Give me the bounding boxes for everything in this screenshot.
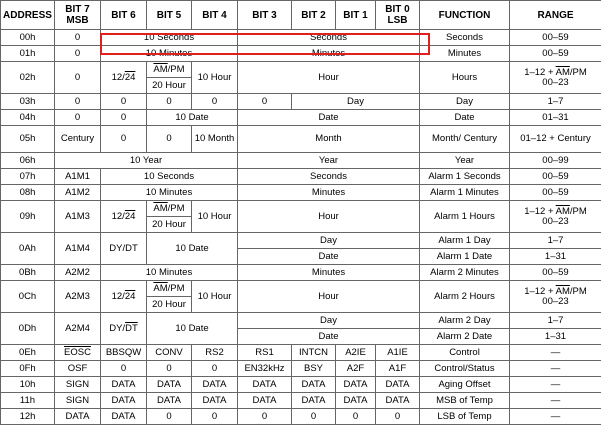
table-row [1, 153, 601, 169]
bit7-cell: A1M2 [55, 185, 101, 201]
range-cell [510, 201, 601, 233]
bit0-cell: DATA [376, 377, 420, 393]
range-pm-text: /PM [570, 286, 587, 297]
address-cell: 01h [1, 46, 55, 62]
range-am-overline: $\overline{AM}$ [556, 286, 570, 297]
function-cell: LSB of Temp [420, 409, 510, 425]
function-cell: Alarm 1 Seconds [420, 169, 510, 185]
range-cell: 00–99 [510, 153, 601, 169]
bit6-cell [101, 62, 147, 94]
range-cell [510, 62, 601, 94]
bit7-cell: DATA [55, 409, 101, 425]
address-cell: 11h [1, 393, 55, 409]
bit6-cell: 0 [101, 110, 147, 126]
range-pm-text: /PM [570, 206, 587, 217]
bit6-cell [101, 281, 147, 313]
header-bit5: BIT 5 [147, 1, 192, 30]
address-cell: 09h [1, 201, 55, 233]
bit2-cell: DATA [292, 393, 336, 409]
ampm-cell [147, 281, 192, 297]
table-row [1, 110, 601, 126]
table-row [1, 46, 601, 62]
lower-field-cell: Day [238, 233, 420, 249]
address-cell: 06h [1, 153, 55, 169]
pm-text: /PM [168, 203, 185, 214]
twenty-hour-cell: 20 Hour [147, 297, 192, 313]
range-cell: 00–59 [510, 46, 601, 62]
upper-field-cell: 10 Minutes [101, 265, 238, 281]
range-pm-text: /PM [570, 67, 587, 78]
upper-field-cell: 10 Seconds [101, 30, 238, 46]
bit7-cell: A1M3 [55, 201, 101, 233]
header-bit0 [376, 1, 420, 30]
lower-field-cell: Minutes [238, 46, 420, 62]
bit0-cell: 0 [376, 409, 420, 425]
function-cell: Alarm 2 Date [420, 329, 510, 345]
table-row [1, 126, 601, 153]
function-cell: Alarm 2 Day [420, 313, 510, 329]
range-cell: 00–59 [510, 169, 601, 185]
header-bit1: BIT 1 [336, 1, 376, 30]
range-cell [510, 281, 601, 313]
ampm-cell [147, 62, 192, 78]
mode-prefix: 12/ [112, 211, 125, 222]
header-row [1, 1, 601, 30]
range-24h: 00–23 [542, 77, 568, 88]
address-cell: 02h [1, 62, 55, 94]
range-cell: 1–7 [510, 94, 601, 110]
range-24h: 00–23 [542, 296, 568, 307]
ten-hour-cell: 10 Hour [192, 62, 238, 94]
ten-hour-cell: 10 Hour [192, 281, 238, 313]
table-row [1, 265, 601, 281]
header-bit7-label: BIT 7 [65, 4, 89, 15]
bit0-cell: A1F [376, 361, 420, 377]
range-cell: — [510, 345, 601, 361]
lower-field-cell: Seconds [238, 30, 420, 46]
bit5-cell: 0 [147, 409, 192, 425]
function-cell: Alarm 1 Hours [420, 201, 510, 233]
bit1-cell: DATA [336, 393, 376, 409]
bit4-cell: 0 [192, 94, 238, 110]
bit7-cell: SIGN [55, 377, 101, 393]
function-cell: Month/ Century [420, 126, 510, 153]
range-cell: 1–31 [510, 249, 601, 265]
table-row [1, 377, 601, 393]
lower-field-cell: Year [238, 153, 420, 169]
lower-field-cell: Day [292, 94, 420, 110]
range-cell: — [510, 361, 601, 377]
bit6-cell: 0 [101, 94, 147, 110]
bit7-cell: OSF [55, 361, 101, 377]
address-cell: 0Ah [1, 233, 55, 265]
upper-field-cell: 10 Minutes [101, 185, 238, 201]
function-cell: Alarm 2 Minutes [420, 265, 510, 281]
table-row [1, 281, 601, 297]
header-msb-label: MSB [66, 15, 88, 26]
range-cell: 01–12 + Century [510, 126, 601, 153]
range-cell: — [510, 393, 601, 409]
bit5-cell: 0 [147, 94, 192, 110]
ampm-cell [147, 201, 192, 217]
upper-field-cell: 10 Year [55, 153, 238, 169]
range-cell: 1–31 [510, 329, 601, 345]
lower-field-cell: Day [238, 313, 420, 329]
bit5-cell: 0 [147, 126, 192, 153]
upper-field-cell: 10 Date [147, 110, 238, 126]
upper-field-cell: 10 Date [147, 313, 238, 345]
function-cell: Day [420, 94, 510, 110]
bit7-cell: Century [55, 126, 101, 153]
bit7-cell: A2M4 [55, 313, 101, 345]
mode-prefix: 12/ [112, 291, 125, 302]
header-bit2: BIT 2 [292, 1, 336, 30]
bit7-cell: A1M1 [55, 169, 101, 185]
range-cell: 01–31 [510, 110, 601, 126]
table-row [1, 409, 601, 425]
address-cell: 00h [1, 30, 55, 46]
dy-prefix: DY/ [109, 323, 125, 334]
bit1-cell: 0 [336, 409, 376, 425]
address-cell: 07h [1, 169, 55, 185]
bit6-cell: BBSQW [101, 345, 147, 361]
range-cell: 1–7 [510, 313, 601, 329]
range-cell: 1–7 [510, 233, 601, 249]
mode-overline: 24 [125, 291, 136, 302]
bit6-cell: 0 [101, 126, 147, 153]
lower-field-cell: Hour [238, 201, 420, 233]
bit4-cell: DATA [192, 393, 238, 409]
bit3-cell: 0 [238, 94, 292, 110]
table-row [1, 313, 601, 329]
header-lsb-label: LSB [388, 15, 408, 26]
bit5-cell: DATA [147, 377, 192, 393]
lower-field-cell: Hour [238, 62, 420, 94]
header-bit0-label: BIT 0 [385, 4, 409, 15]
lower-field-cell: Date [238, 329, 420, 345]
bit1-cell: A2IE [336, 345, 376, 361]
ten-hour-cell: 10 Hour [192, 201, 238, 233]
function-cell: Alarm 1 Minutes [420, 185, 510, 201]
bit6-cell: DATA [101, 393, 147, 409]
upper-field-cell: 10 Seconds [101, 169, 238, 185]
table-row [1, 94, 601, 110]
address-cell: 0Fh [1, 361, 55, 377]
header-bit7 [55, 1, 101, 30]
am-overline: $\overline{AM}$ [153, 64, 167, 75]
header-bit3: BIT 3 [238, 1, 292, 30]
range-prefix: 1–12 + [524, 67, 555, 78]
am-overline: $\overline{AM}$ [153, 283, 167, 294]
address-cell: 08h [1, 185, 55, 201]
table-row [1, 361, 601, 377]
function-cell: Control [420, 345, 510, 361]
range-cell: 00–59 [510, 185, 601, 201]
address-cell: 10h [1, 377, 55, 393]
function-cell: Year [420, 153, 510, 169]
header-bit4: BIT 4 [192, 1, 238, 30]
address-cell: 04h [1, 110, 55, 126]
lower-field-cell: Minutes [238, 185, 420, 201]
bit2-cell: 0 [292, 409, 336, 425]
mode-prefix: 12/ [112, 72, 125, 83]
function-cell: Alarm 1 Date [420, 249, 510, 265]
range-cell: — [510, 409, 601, 425]
function-cell: Control/Status [420, 361, 510, 377]
function-cell: Alarm 1 Day [420, 233, 510, 249]
bit7-cell: SIGN [55, 393, 101, 409]
bit3-cell: RS1 [238, 345, 292, 361]
bit7-cell: A1M4 [55, 233, 101, 265]
range-prefix: 1–12 + [524, 286, 555, 297]
bit4-cell: 10 Month [192, 126, 238, 153]
table-row [1, 393, 601, 409]
bit3-cell: DATA [238, 393, 292, 409]
bit2-cell: BSY [292, 361, 336, 377]
function-cell: Aging Offset [420, 377, 510, 393]
function-cell: Seconds [420, 30, 510, 46]
range-am-overline: $\overline{AM}$ [556, 206, 570, 217]
range-cell: 00–59 [510, 30, 601, 46]
address-cell: 0Ch [1, 281, 55, 313]
function-cell: Alarm 2 Hours [420, 281, 510, 313]
bit5-cell: CONV [147, 345, 192, 361]
bit6-cell: 0 [101, 361, 147, 377]
bit7-cell: 0 [55, 46, 101, 62]
function-cell: MSB of Temp [420, 393, 510, 409]
bit4-cell: 0 [192, 409, 238, 425]
lower-field-cell: Month [238, 126, 420, 153]
table-row [1, 201, 601, 217]
bit3-cell: EN32kHz [238, 361, 292, 377]
bit6-cell: DATA [101, 409, 147, 425]
mode-overline: 24 [125, 211, 136, 222]
lower-field-cell: Date [238, 110, 420, 126]
table-row [1, 169, 601, 185]
lower-field-cell: Hour [238, 281, 420, 313]
bit7-cell: A2M3 [55, 281, 101, 313]
bit3-cell: DATA [238, 377, 292, 393]
bit1-cell: A2F [336, 361, 376, 377]
table-row [1, 345, 601, 361]
bit7-cell: 0 [55, 62, 101, 94]
bit7-cell: 0 [55, 30, 101, 46]
bit5-cell: DATA [147, 393, 192, 409]
lower-field-cell: Seconds [238, 169, 420, 185]
table-row [1, 233, 601, 249]
function-cell: Hours [420, 62, 510, 94]
table-row [1, 30, 601, 46]
range-prefix: 1–12 + [524, 206, 555, 217]
table-row [1, 185, 601, 201]
table-row [1, 62, 601, 78]
bit6-cell: DY/DT [101, 233, 147, 265]
eosc-overline: EOSC [64, 347, 91, 358]
mode-overline: 24 [125, 72, 136, 83]
header-address: ADDRESS [1, 1, 55, 30]
bit4-cell: DATA [192, 377, 238, 393]
header-bit6: BIT 6 [101, 1, 147, 30]
bit7-cell: 0 [55, 110, 101, 126]
upper-field-cell: 10 Minutes [101, 46, 238, 62]
dt-overline: $\overline{DT}$ [125, 323, 138, 334]
lower-field-cell: Date [238, 249, 420, 265]
address-cell: 0Eh [1, 345, 55, 361]
bit7-cell: 0 [55, 94, 101, 110]
address-cell: 0Dh [1, 313, 55, 345]
bit2-cell: INTCN [292, 345, 336, 361]
bit0-cell: DATA [376, 393, 420, 409]
bit2-cell: DATA [292, 377, 336, 393]
bit5-cell: 0 [147, 361, 192, 377]
bit1-cell: DATA [336, 377, 376, 393]
range-am-overline: $\overline{AM}$ [556, 67, 570, 78]
twenty-hour-cell: 20 Hour [147, 78, 192, 94]
address-cell: 03h [1, 94, 55, 110]
bit4-cell: RS2 [192, 345, 238, 361]
bit0-cell: A1IE [376, 345, 420, 361]
address-cell: 05h [1, 126, 55, 153]
address-cell: 12h [1, 409, 55, 425]
bit6-cell [101, 313, 147, 345]
range-cell: — [510, 377, 601, 393]
bit4-cell: 0 [192, 361, 238, 377]
range-24h: 00–23 [542, 216, 568, 227]
address-cell: 0Bh [1, 265, 55, 281]
function-cell: Date [420, 110, 510, 126]
upper-field-cell: 10 Date [147, 233, 238, 265]
bit7-cell [55, 345, 101, 361]
bit6-cell: DATA [101, 377, 147, 393]
header-range: RANGE [510, 1, 601, 30]
twenty-hour-cell: 20 Hour [147, 217, 192, 233]
pm-text: /PM [168, 64, 185, 75]
bit3-cell: 0 [238, 409, 292, 425]
function-cell: Minutes [420, 46, 510, 62]
range-cell: 00–59 [510, 265, 601, 281]
lower-field-cell: Minutes [238, 265, 420, 281]
bit6-cell [101, 201, 147, 233]
bit7-cell: A2M2 [55, 265, 101, 281]
header-function: FUNCTION [420, 1, 510, 30]
am-overline: $\overline{AM}$ [153, 203, 167, 214]
pm-text: /PM [168, 283, 185, 294]
